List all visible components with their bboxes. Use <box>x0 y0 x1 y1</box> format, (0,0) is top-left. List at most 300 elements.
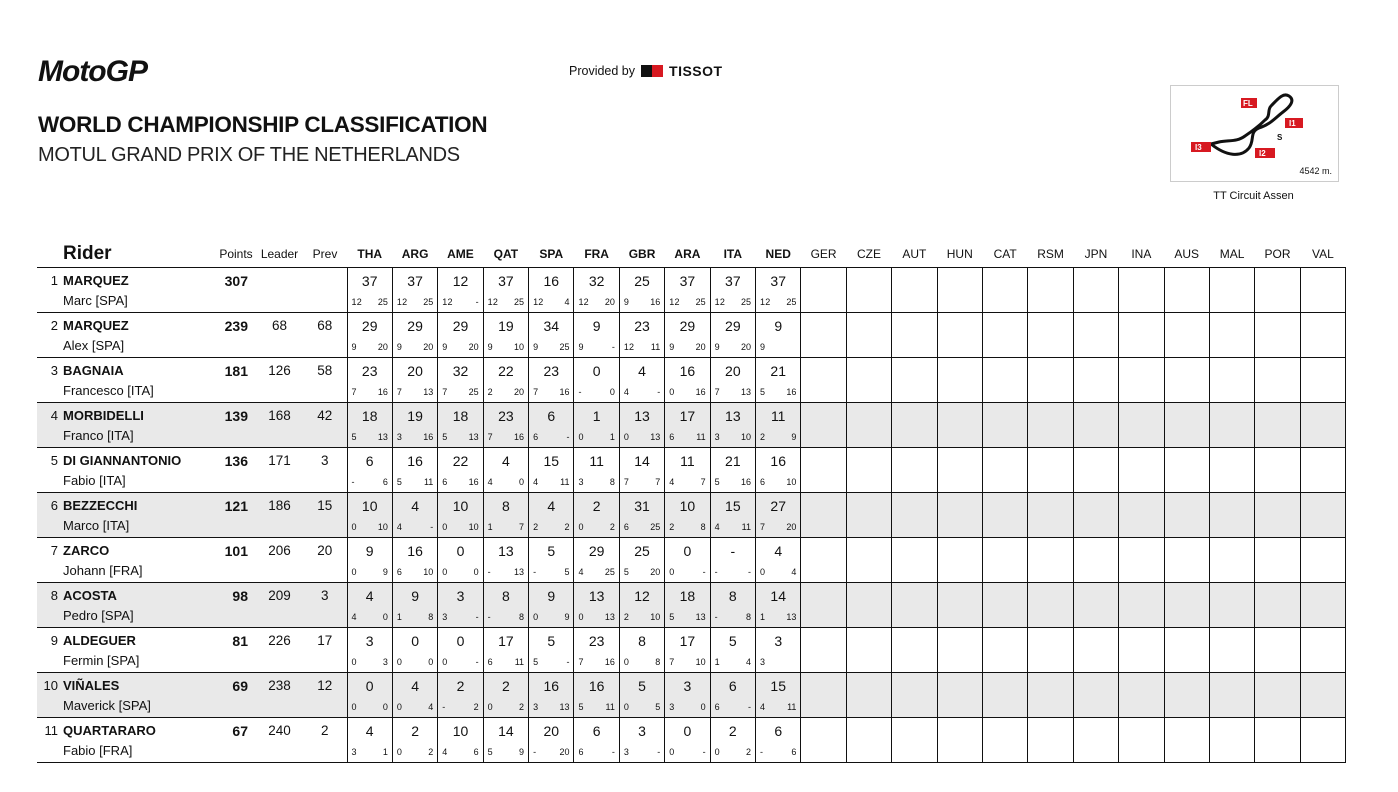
race-only-points: 0 <box>700 702 706 712</box>
sprint-points: 5 <box>351 432 357 442</box>
race-result-cell <box>1255 673 1300 718</box>
rider-first-name: Fabio [FRA] <box>63 743 133 758</box>
race-points: 37 <box>770 273 786 289</box>
race-result-cell <box>937 538 982 583</box>
race-result-cell <box>665 358 710 403</box>
race-result-cell <box>801 268 846 313</box>
race-result-cell <box>574 718 619 763</box>
race-only-points: 11 <box>741 522 752 532</box>
race-result-cell <box>438 718 483 763</box>
race-only-points: 2 <box>519 702 525 712</box>
race-result-cell <box>1119 538 1164 583</box>
race-result-cell <box>1209 538 1254 583</box>
sprint-points: 0 <box>623 702 630 712</box>
rider-gap-leader <box>256 268 303 313</box>
race-result-cell <box>846 403 891 448</box>
sprint-points: 7 <box>578 657 584 667</box>
race-only-points: 2 <box>428 747 434 757</box>
race-only-points: 13 <box>650 432 661 442</box>
standings-table <box>37 240 1346 763</box>
race-result-cell <box>846 673 891 718</box>
race-points: 3 <box>456 588 465 604</box>
sprint-points: 1 <box>714 657 720 667</box>
race-result-cell <box>1209 268 1254 313</box>
race-only-points: 2 <box>746 747 752 757</box>
svg-text:MotoGP: MotoGP <box>38 56 147 86</box>
race-only-points: 20 <box>741 342 752 352</box>
rider-gap-leader: 206 <box>256 538 303 583</box>
race-only-points: 25 <box>650 522 661 532</box>
race-points: 4 <box>547 498 556 514</box>
race-result-cell <box>1119 448 1164 493</box>
race-points: 3 <box>683 678 692 694</box>
sprint-points: 6 <box>714 702 720 712</box>
race-points: 0 <box>456 633 465 649</box>
race-result-cell <box>619 358 664 403</box>
race-only-points: - <box>702 747 706 757</box>
race-result-cell <box>1028 313 1073 358</box>
sprint-points: 5 <box>578 702 584 712</box>
race-only-points: 16 <box>741 477 752 487</box>
race-points: 20 <box>543 723 560 739</box>
race-points: 4 <box>365 723 374 739</box>
rider-cell <box>37 313 216 358</box>
race-result-cell <box>483 538 528 583</box>
sprint-points: 12 <box>623 342 635 352</box>
race-result-cell <box>574 403 619 448</box>
race-result-cell <box>392 493 437 538</box>
race-result-cell <box>892 538 937 583</box>
sprint-points: - <box>351 477 355 487</box>
race-result-cell <box>347 538 392 583</box>
race-only-points: 11 <box>696 432 706 442</box>
col-header-val: VAL <box>1300 240 1345 268</box>
race-result-cell <box>846 268 891 313</box>
race-only-points: 13 <box>786 612 797 622</box>
race-result-cell <box>438 583 483 628</box>
sprint-points: 0 <box>578 522 584 532</box>
race-result-cell <box>1073 673 1118 718</box>
race-result-cell <box>392 313 437 358</box>
tissot-icon <box>641 65 663 77</box>
col-header-cze: CZE <box>846 240 891 268</box>
race-points: 32 <box>452 363 469 379</box>
rider-last-name: MARQUEZ <box>63 273 129 288</box>
race-result-cell <box>1164 718 1209 763</box>
rider-points: 101 <box>216 538 256 583</box>
race-points: 0 <box>456 543 465 559</box>
race-result-cell <box>710 448 755 493</box>
race-only-points: - <box>748 702 752 712</box>
race-only-points: 16 <box>423 432 434 442</box>
race-only-points: 13 <box>377 432 388 442</box>
sprint-points: 7 <box>714 387 720 397</box>
race-result-cell <box>529 358 574 403</box>
race-result-cell <box>438 673 483 718</box>
race-result-cell <box>937 268 982 313</box>
race-points: 34 <box>543 318 560 334</box>
race-result-cell <box>347 493 392 538</box>
sprint-points: 0 <box>351 522 357 532</box>
rider-last-name: BEZZECCHI <box>63 498 138 513</box>
rider-gap-prev: 3 <box>303 583 347 628</box>
race-only-points: 1 <box>609 432 615 442</box>
race-only-points: 20 <box>423 342 434 352</box>
race-only-points: 16 <box>377 387 388 397</box>
race-result-cell <box>1209 673 1254 718</box>
race-result-cell <box>801 358 846 403</box>
sprint-points: 0 <box>351 567 357 577</box>
sprint-points: 4 <box>442 747 448 757</box>
race-result-cell <box>1209 403 1254 448</box>
race-result-cell <box>483 358 528 403</box>
marker-s: S <box>1277 133 1283 142</box>
race-result-cell <box>665 628 710 673</box>
race-result-cell <box>665 493 710 538</box>
sprint-points: 4 <box>487 477 493 487</box>
race-points: 15 <box>725 498 741 514</box>
race-result-cell <box>1073 313 1118 358</box>
race-points: 25 <box>634 543 650 559</box>
rider-position: 9 <box>50 633 58 648</box>
rider-gap-prev: 58 <box>303 358 347 403</box>
rider-first-name: Johann [FRA] <box>63 563 143 578</box>
race-points: 4 <box>365 588 374 604</box>
race-points: 9 <box>592 318 601 334</box>
race-only-points: - <box>475 657 479 667</box>
race-result-cell <box>801 673 846 718</box>
race-result-cell <box>1300 268 1345 313</box>
race-points: 6 <box>592 723 601 739</box>
sprint-points: 5 <box>442 432 448 442</box>
race-result-cell <box>483 718 528 763</box>
race-result-cell <box>892 448 937 493</box>
race-points: 29 <box>725 318 741 334</box>
race-result-cell <box>710 313 755 358</box>
race-points: 5 <box>547 543 556 559</box>
race-result-cell <box>982 538 1027 583</box>
race-result-cell <box>438 628 483 673</box>
table-row <box>37 538 1346 583</box>
race-result-cell <box>619 673 664 718</box>
race-result-cell <box>937 313 982 358</box>
rider-first-name: Marc [SPA] <box>63 293 128 308</box>
sprint-points: 6 <box>442 477 448 487</box>
rider-gap-leader: 226 <box>256 628 303 673</box>
race-points: 9 <box>547 588 556 604</box>
race-result-cell <box>438 448 483 493</box>
race-result-cell <box>438 493 483 538</box>
race-result-cell <box>1028 538 1073 583</box>
circuit-length: 4542 m. <box>1299 166 1332 176</box>
race-result-cell <box>892 493 937 538</box>
sprint-points: 0 <box>442 567 448 577</box>
race-result-cell <box>1209 313 1254 358</box>
race-points: 32 <box>588 273 605 289</box>
race-only-points: 4 <box>564 297 570 307</box>
race-points: 29 <box>361 318 378 334</box>
race-result-cell <box>756 628 801 673</box>
race-result-cell <box>1300 538 1345 583</box>
sprint-points: 12 <box>487 297 499 307</box>
sprint-points: 5 <box>669 612 675 622</box>
race-result-cell <box>756 313 801 358</box>
sprint-points: 2 <box>623 612 630 622</box>
rider-gap-prev: 15 <box>303 493 347 538</box>
sprint-points: 7 <box>487 432 493 442</box>
race-only-points: 13 <box>468 432 479 442</box>
race-points: - <box>730 543 736 559</box>
race-result-cell <box>756 403 801 448</box>
col-header-qat: QAT <box>483 240 528 268</box>
race-only-points: - <box>566 657 570 667</box>
race-result-cell <box>1119 313 1164 358</box>
race-only-points: 5 <box>564 567 570 577</box>
race-only-points: 20 <box>468 342 479 352</box>
race-result-cell <box>710 268 755 313</box>
race-points: 10 <box>679 498 696 514</box>
race-result-cell <box>1073 493 1118 538</box>
rider-gap-leader: 68 <box>256 313 303 358</box>
race-points: 31 <box>634 498 650 514</box>
race-points: 15 <box>543 453 560 469</box>
race-only-points: 25 <box>468 387 479 397</box>
race-result-cell <box>1255 403 1300 448</box>
race-only-points: 8 <box>700 522 706 532</box>
race-result-cell <box>619 628 664 673</box>
race-points: 19 <box>407 408 423 424</box>
race-only-points: - <box>611 747 615 757</box>
race-result-cell <box>574 538 619 583</box>
rider-position: 10 <box>43 678 58 693</box>
race-points: 4 <box>774 543 783 559</box>
race-only-points: 13 <box>604 612 615 622</box>
race-result-cell <box>619 538 664 583</box>
rider-last-name: QUARTARARO <box>63 723 156 738</box>
race-result-cell <box>529 628 574 673</box>
circuit-name: TT Circuit Assen <box>1213 190 1294 202</box>
rider-gap-prev: 20 <box>303 538 347 583</box>
race-only-points: 20 <box>786 522 797 532</box>
race-only-points: 16 <box>786 387 797 397</box>
race-only-points: 9 <box>519 747 525 757</box>
race-result-cell <box>1073 718 1118 763</box>
rider-first-name: Fermin [SPA] <box>63 653 140 668</box>
race-only-points: 25 <box>514 297 525 307</box>
race-result-cell <box>347 628 392 673</box>
race-result-cell <box>710 358 755 403</box>
rider-first-name: Marco [ITA] <box>63 518 130 533</box>
sprint-points: 0 <box>396 747 403 757</box>
race-result-cell <box>982 673 1027 718</box>
table-row <box>37 268 1346 313</box>
race-points: 25 <box>634 273 650 289</box>
table-row <box>37 583 1346 628</box>
rider-last-name: MORBIDELLI <box>63 408 144 423</box>
race-only-points: - <box>702 567 706 577</box>
race-points: 8 <box>501 498 510 514</box>
table-row <box>37 718 1346 763</box>
race-only-points: 0 <box>428 657 434 667</box>
sprint-points: 3 <box>442 612 448 622</box>
race-result-cell <box>1028 718 1073 763</box>
marker-fl: FL <box>1243 99 1253 108</box>
race-result-cell <box>801 403 846 448</box>
race-result-cell <box>1300 583 1345 628</box>
race-points: 14 <box>634 453 650 469</box>
race-only-points: 9 <box>791 432 797 442</box>
race-result-cell <box>392 583 437 628</box>
race-points: 3 <box>365 633 374 649</box>
sprint-points: 5 <box>487 747 493 757</box>
race-points: 0 <box>411 633 419 649</box>
race-result-cell <box>1255 268 1300 313</box>
race-points: 14 <box>498 723 514 739</box>
rider-first-name: Maverick [SPA] <box>63 698 151 713</box>
race-points: 37 <box>725 273 741 289</box>
race-only-points: 8 <box>655 657 661 667</box>
race-only-points: 11 <box>650 342 661 352</box>
sprint-points: 2 <box>533 522 539 532</box>
sprint-points: 5 <box>760 387 766 397</box>
race-result-cell <box>438 313 483 358</box>
race-result-cell <box>1255 583 1300 628</box>
race-result-cell <box>665 403 710 448</box>
race-points: 16 <box>407 453 423 469</box>
race-result-cell <box>529 718 574 763</box>
race-result-cell <box>1164 673 1209 718</box>
race-only-points: 13 <box>741 387 752 397</box>
race-points: 14 <box>770 588 786 604</box>
race-only-points: 16 <box>604 657 615 667</box>
race-result-cell <box>574 493 619 538</box>
race-result-cell <box>1073 448 1118 493</box>
race-result-cell <box>846 718 891 763</box>
race-only-points: 6 <box>791 747 797 757</box>
race-points: 4 <box>501 453 510 469</box>
race-only-points: 11 <box>423 477 434 487</box>
sprint-points: 2 <box>760 432 766 442</box>
sprint-points: - <box>533 567 537 577</box>
sprint-points: 0 <box>351 657 357 667</box>
race-points: 12 <box>634 588 650 604</box>
race-result-cell <box>982 448 1027 493</box>
race-result-cell <box>801 493 846 538</box>
race-result-cell <box>574 448 619 493</box>
race-points: 0 <box>683 543 692 559</box>
sprint-points: 3 <box>714 432 720 442</box>
race-result-cell <box>937 403 982 448</box>
rider-last-name: ACOSTA <box>63 588 117 603</box>
race-only-points: 0 <box>473 567 479 577</box>
race-result-cell <box>756 538 801 583</box>
race-points: 0 <box>592 363 601 379</box>
table-row <box>37 448 1346 493</box>
sprint-points: 7 <box>669 657 675 667</box>
sprint-points: 7 <box>623 477 630 487</box>
sprint-points: 0 <box>396 702 403 712</box>
sprint-points: - <box>442 702 446 712</box>
race-result-cell <box>483 673 528 718</box>
sprint-points: 6 <box>487 657 493 667</box>
table-header-row <box>37 240 1346 268</box>
race-result-cell <box>1255 628 1300 673</box>
race-only-points: 4 <box>791 567 797 577</box>
race-only-points: - <box>475 297 479 307</box>
rider-cell <box>37 673 216 718</box>
race-result-cell <box>392 358 437 403</box>
race-points: 16 <box>588 678 605 694</box>
sprint-points: 6 <box>533 432 539 442</box>
race-result-cell <box>756 358 801 403</box>
race-points: 8 <box>728 588 737 604</box>
race-result-cell <box>574 673 619 718</box>
race-points: 10 <box>361 498 378 514</box>
race-result-cell <box>529 538 574 583</box>
race-points: 9 <box>411 588 419 604</box>
race-result-cell <box>846 538 891 583</box>
race-only-points: 20 <box>559 747 570 757</box>
rider-first-name: Franco [ITA] <box>63 428 134 443</box>
race-result-cell <box>1119 673 1164 718</box>
rider-gap-leader: 186 <box>256 493 303 538</box>
race-result-cell <box>846 583 891 628</box>
race-result-cell <box>1119 268 1164 313</box>
race-result-cell <box>710 718 755 763</box>
race-only-points: 13 <box>514 567 525 577</box>
race-result-cell <box>438 358 483 403</box>
rider-last-name: BAGNAIA <box>63 363 124 378</box>
race-only-points: 10 <box>514 342 525 352</box>
race-points: 11 <box>770 408 786 424</box>
race-result-cell <box>892 358 937 403</box>
sprint-points: 9 <box>623 297 630 307</box>
race-result-cell <box>574 628 619 673</box>
race-result-cell <box>982 718 1027 763</box>
race-points: 11 <box>589 453 604 469</box>
table-row <box>37 313 1346 358</box>
sprint-points: 3 <box>351 747 357 757</box>
race-result-cell <box>710 493 755 538</box>
rider-position: 8 <box>50 588 58 603</box>
race-result-cell <box>937 358 982 403</box>
sprint-points: 9 <box>396 342 403 352</box>
race-result-cell <box>1028 673 1073 718</box>
race-result-cell <box>1119 628 1164 673</box>
col-header-rsm: RSM <box>1028 240 1073 268</box>
race-only-points: 11 <box>560 477 570 487</box>
race-result-cell <box>710 628 755 673</box>
rider-position: 7 <box>50 543 58 558</box>
race-result-cell <box>982 493 1027 538</box>
race-points: 18 <box>679 588 696 604</box>
race-result-cell <box>529 268 574 313</box>
sprint-points: 0 <box>623 432 630 442</box>
race-result-cell <box>483 313 528 358</box>
race-points: 29 <box>588 543 605 559</box>
race-only-points: 7 <box>700 477 706 487</box>
provided-label: Provided by <box>569 64 636 78</box>
race-result-cell <box>483 628 528 673</box>
race-points: 16 <box>770 453 786 469</box>
race-result-cell <box>1300 448 1345 493</box>
sprint-points: - <box>714 567 718 577</box>
rider-points: 139 <box>216 403 256 448</box>
rider-points: 81 <box>216 628 256 673</box>
rider-position: 1 <box>50 273 58 288</box>
race-points: 3 <box>774 633 783 649</box>
race-result-cell <box>529 673 574 718</box>
